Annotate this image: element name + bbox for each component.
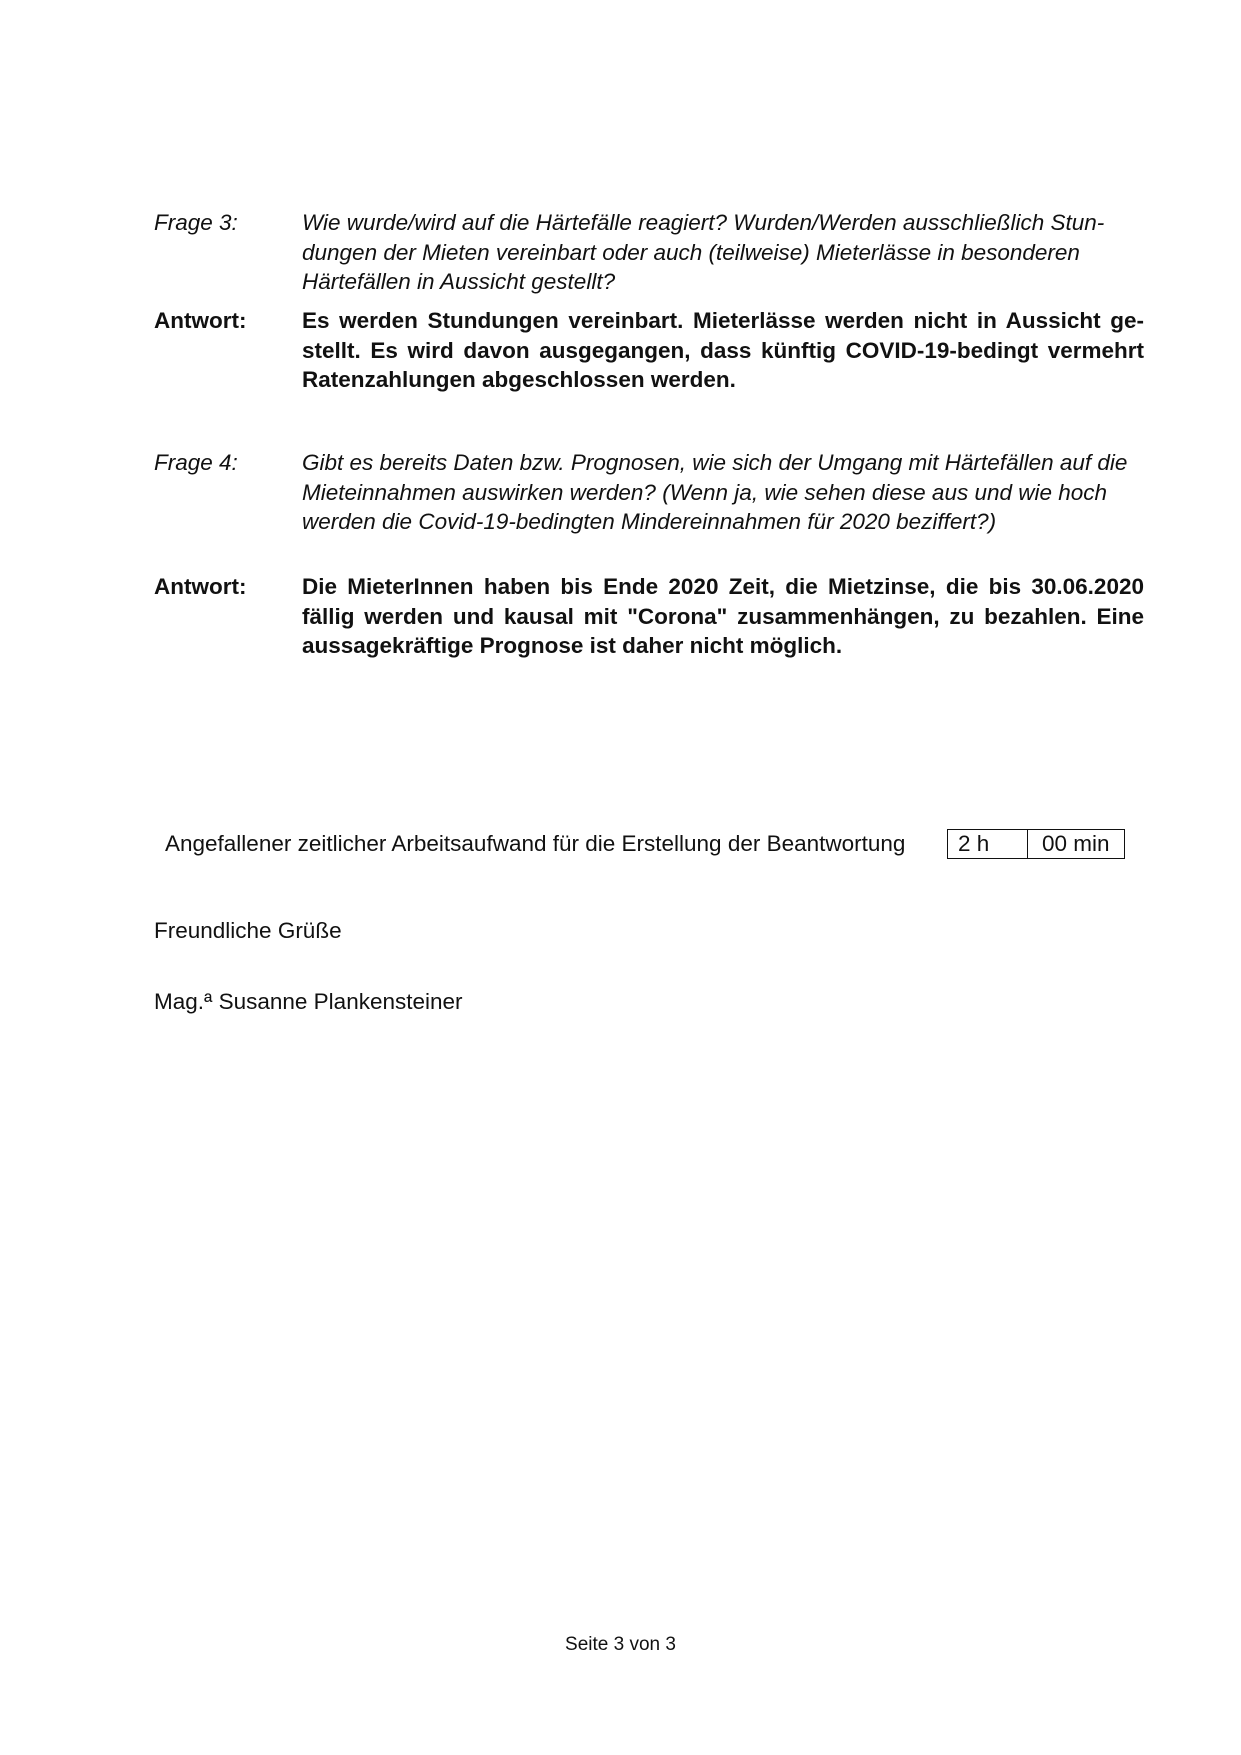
work-effort-hours: 2 h [948,830,1028,858]
question-3-text: Wie wurde/wird auf die Härtefälle reagiert? Wurden/Werden ausschließlich Stundungen der Mieten vereinbart oder auch (teilweise) Mieterlässe in besonderen Härtefällen in Aussicht gestellt? [302,210,1105,294]
work-effort-label: Angefallener zeitlicher Arbeitsaufwand für die Erstellung der Beantwortung [165,831,906,856]
answer-3 [154,306,1144,395]
closing-greeting: Freundliche Grüße [154,918,342,943]
question-3 [154,208,1144,297]
work-effort [165,829,1125,859]
work-effort-minutes: 00 min [1042,831,1110,856]
question-4 [154,448,1144,537]
work-effort-box [947,829,1125,859]
page-number: Seite 3 von 3 [565,1634,676,1655]
question-4-label: Frage 4: [154,450,238,475]
answer-4-text: Die MieterInnen haben bis Ende 2020 Zeit, die Mietzinse, die bis 30.06.2020 fällig werden und kausal mit "Corona" zusammenhängen, zu bezahlen. Eine aussagekräftige Prognose ist daher nicht möglich. [302,574,1144,658]
answer-3-text: Es werden Stundungen vereinbart. Mieterlässe werden nicht in Aussicht gestellt. Es wird davon ausgegangen, dass künftig COVID-19-bedingt vermehrt Ratenzahlungen abgeschlossen werden. [302,308,1144,392]
answer-4 [154,572,1144,661]
signature-name: Mag.ª Susanne Plankensteiner [154,989,463,1014]
question-3-label: Frage 3: [154,210,238,235]
answer-4-label: Antwort: [154,574,247,599]
question-4-text: Gibt es bereits Daten bzw. Prognosen, wie sich der Umgang mit Härtefällen auf die Mieteinnahmen auswirken werden? (Wenn ja, wie sehen diese aus und wie hoch werden die Covid-19-bedingten Mindereinnahmen für 2020 beziffert?) [302,450,1128,534]
answer-3-label: Antwort: [154,308,247,333]
